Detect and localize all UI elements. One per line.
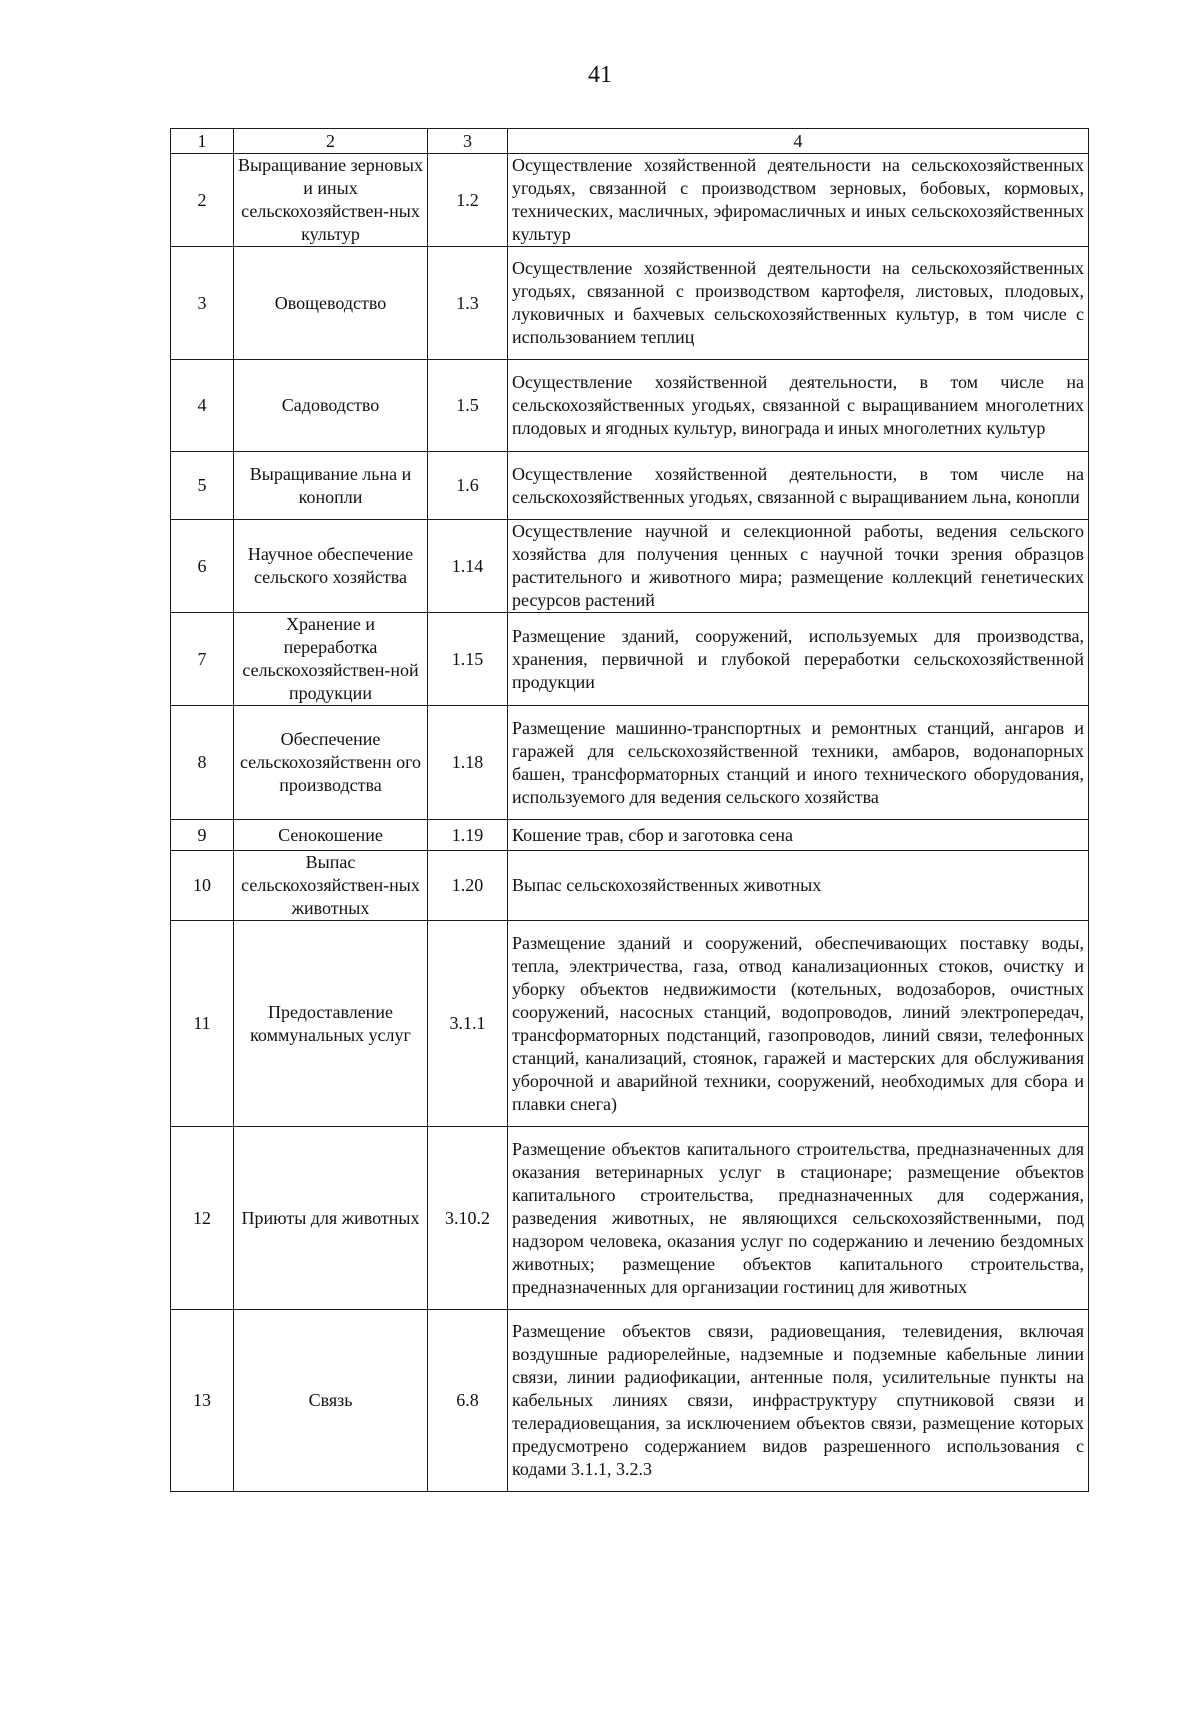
land-use-description: Осуществление хозяйственной деятельности на сельскохозяйственных угодьях, связанной с производством зерновых, бобовых, кормовых, технических, масличных, эфиромасличных и иных сельскохозяйственных культур bbox=[508, 154, 1089, 247]
table-row bbox=[171, 921, 1089, 1127]
land-use-code: 1.19 bbox=[428, 820, 508, 851]
land-use-name: Овощеводство bbox=[234, 247, 428, 360]
row-number: 2 bbox=[171, 154, 234, 247]
table-row bbox=[171, 520, 1089, 613]
row-number: 9 bbox=[171, 820, 234, 851]
land-use-name: Хранение и переработка сельскохозяйствен-ной продукции bbox=[234, 613, 428, 706]
land-use-name: Садоводство bbox=[234, 360, 428, 452]
row-number: 4 bbox=[171, 360, 234, 452]
land-use-name: Выращивание зерновых и иных сельскохозяйствен-ных культур bbox=[234, 154, 428, 247]
table-row bbox=[171, 154, 1089, 247]
land-use-description: Выпас сельскохозяйственных животных bbox=[508, 851, 1089, 921]
column-number-4: 4 bbox=[508, 129, 1089, 154]
land-use-code: 3.1.1 bbox=[428, 921, 508, 1127]
land-use-table bbox=[170, 128, 1089, 1492]
land-use-name: Сенокошение bbox=[234, 820, 428, 851]
land-use-code: 1.2 bbox=[428, 154, 508, 247]
table-body bbox=[171, 129, 1089, 1492]
table-row bbox=[171, 452, 1089, 520]
row-number: 13 bbox=[171, 1310, 234, 1492]
table-row bbox=[171, 360, 1089, 452]
table-row bbox=[171, 1127, 1089, 1310]
table-row bbox=[171, 820, 1089, 851]
table-row bbox=[171, 1310, 1089, 1492]
table-row bbox=[171, 247, 1089, 360]
table-row bbox=[171, 613, 1089, 706]
row-number: 8 bbox=[171, 706, 234, 820]
land-use-description: Размещение зданий, сооружений, используемых для производства, хранения, первичной и глубокой переработки сельскохозяйственной продукции bbox=[508, 613, 1089, 706]
row-number: 7 bbox=[171, 613, 234, 706]
table-row bbox=[171, 851, 1089, 921]
land-use-code: 1.18 bbox=[428, 706, 508, 820]
row-number: 3 bbox=[171, 247, 234, 360]
land-use-description: Размещение объектов связи, радиовещания, телевидения, включая воздушные радиорелейные, надземные и подземные кабельные линии связи, линии радиофикации, антенные поля, усилительные пункты на кабельных линиях связи, инфраструктуру спутниковой связи и телерадиовещания, за исключением объектов связи, размещение которых предусмотрено содержанием видов разрешенного использования с кодами 3.1.1, 3.2.3 bbox=[508, 1310, 1089, 1492]
table-header-row bbox=[171, 129, 1089, 154]
land-use-code: 1.3 bbox=[428, 247, 508, 360]
column-number-2: 2 bbox=[234, 129, 428, 154]
land-use-name: Предоставление коммунальных услуг bbox=[234, 921, 428, 1127]
land-use-name: Научное обеспечение сельского хозяйства bbox=[234, 520, 428, 613]
land-use-name: Выращивание льна и конопли bbox=[234, 452, 428, 520]
column-number-3: 3 bbox=[428, 129, 508, 154]
land-use-description: Осуществление хозяйственной деятельности, в том числе на сельскохозяйственных угодьях, связанной с выращиванием льна, конопли bbox=[508, 452, 1089, 520]
row-number: 5 bbox=[171, 452, 234, 520]
land-use-code: 3.10.2 bbox=[428, 1127, 508, 1310]
land-use-description: Размещение машинно-транспортных и ремонтных станций, ангаров и гаражей для сельскохозяйственной техники, амбаров, водонапорных башен, трансформаторных станций и иного технического оборудования, используемого для ведения сельского хозяйства bbox=[508, 706, 1089, 820]
land-use-description: Осуществление научной и селекционной работы, ведения сельского хозяйства для получения ценных с научной точки зрения образцов растительного и животного мира; размещение коллекций генетических ресурсов растений bbox=[508, 520, 1089, 613]
land-use-description: Осуществление хозяйственной деятельности, в том числе на сельскохозяйственных угодьях, связанной с выращиванием многолетних плодовых и ягодных культур, винограда и иных многолетних культур bbox=[508, 360, 1089, 452]
land-use-name: Выпас сельскохозяйствен-ных животных bbox=[234, 851, 428, 921]
land-use-code: 1.15 bbox=[428, 613, 508, 706]
land-use-code: 1.14 bbox=[428, 520, 508, 613]
land-use-description: Осуществление хозяйственной деятельности на сельскохозяйственных угодьях, связанной с производством картофеля, листовых, плодовых, луковичных и бахчевых сельскохозяйственных культур, в том числе с использованием теплиц bbox=[508, 247, 1089, 360]
row-number: 12 bbox=[171, 1127, 234, 1310]
land-use-description: Размещение объектов капитального строительства, предназначенных для оказания ветеринарных услуг в стационаре; размещение объектов капитального строительства, предназначенных для содержания, разведения животных, не являющихся сельскохозяйственными, под надзором человека, оказания услуг по содержанию и лечению бездомных животных; размещение объектов капитального строительства, предназначенных для организации гостиниц для животных bbox=[508, 1127, 1089, 1310]
page-number: 41 bbox=[588, 62, 612, 88]
land-use-description: Кошение трав, сбор и заготовка сена bbox=[508, 820, 1089, 851]
land-use-code: 1.5 bbox=[428, 360, 508, 452]
column-number-1: 1 bbox=[171, 129, 234, 154]
land-use-code: 6.8 bbox=[428, 1310, 508, 1492]
land-use-description: Размещение зданий и сооружений, обеспечивающих поставку воды, тепла, электричества, газа, отвод канализационных стоков, очистку и уборку объектов недвижимости (котельных, водозаборов, очистных сооружений, насосных станций, водопроводов, линий электропередач, трансформаторных подстанций, газопроводов, линий связи, телефонных станций, канализаций, стоянок, гаражей и мастерских для обслуживания уборочной и аварийной техники, сооружений, необходимых для сбора и плавки снега) bbox=[508, 921, 1089, 1127]
land-use-code: 1.20 bbox=[428, 851, 508, 921]
land-use-code: 1.6 bbox=[428, 452, 508, 520]
row-number: 6 bbox=[171, 520, 234, 613]
land-use-name: Обеспечение сельскохозяйственн ого производства bbox=[234, 706, 428, 820]
row-number: 11 bbox=[171, 921, 234, 1127]
table-row bbox=[171, 706, 1089, 820]
land-use-name: Связь bbox=[234, 1310, 428, 1492]
row-number: 10 bbox=[171, 851, 234, 921]
land-use-name: Приюты для животных bbox=[234, 1127, 428, 1310]
